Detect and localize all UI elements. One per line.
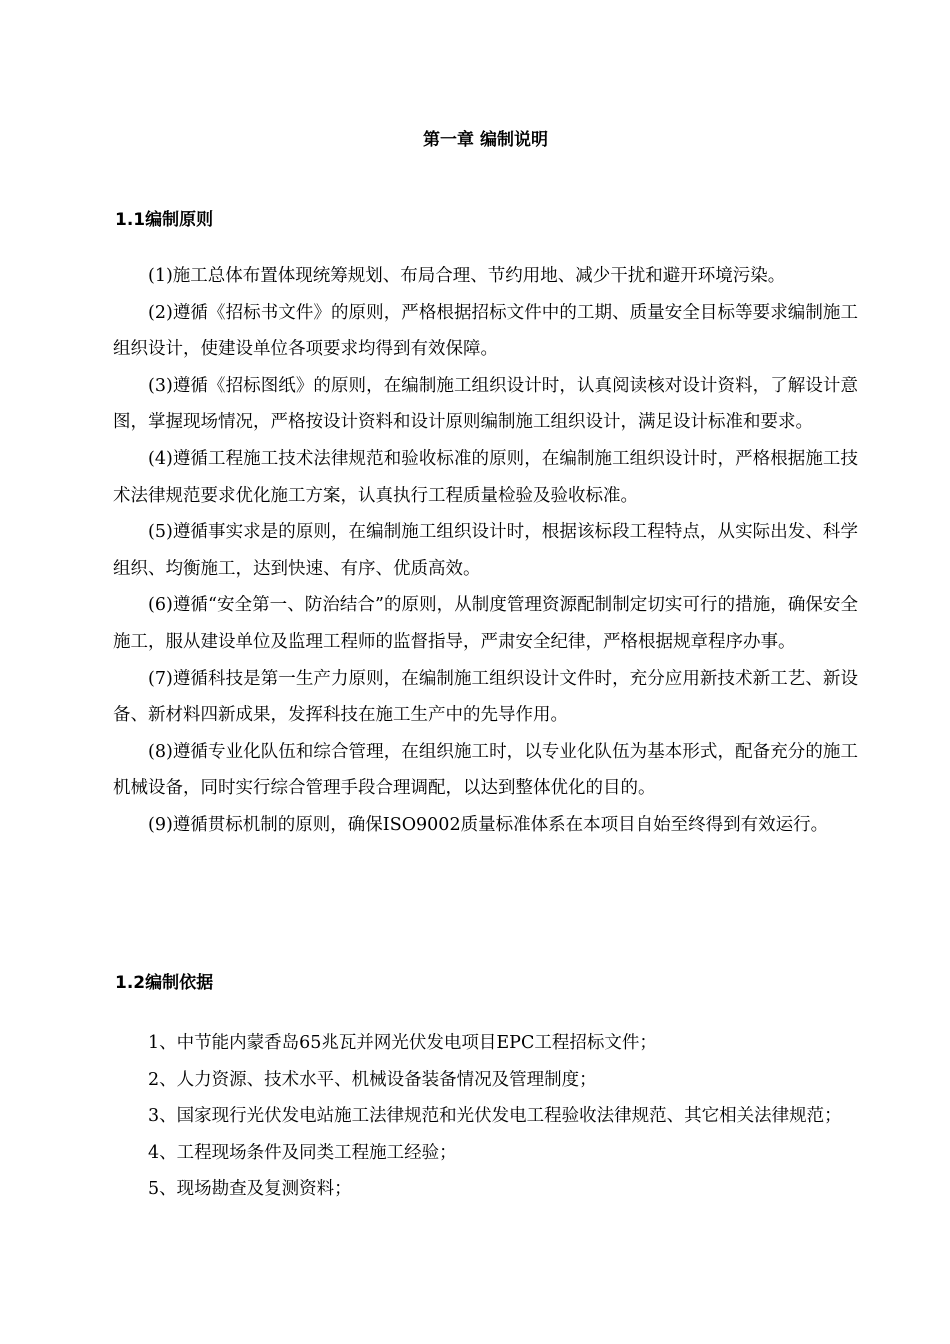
section-title-basis: 1.2编制依据	[115, 973, 214, 993]
basis-item: 5、现场勘查及复测资料；	[148, 1179, 352, 1200]
principle-paragraph: (7)遵循科技是第一生产力原则，在编制施工组织设计文件时，充分应用新技术新工艺、新设备、新材料四新成果，发挥科技在施工生产中的先导作用。	[113, 668, 858, 726]
basis-list	[113, 1025, 858, 1208]
principle-paragraph: (9)遵循贯标机制的原则，确保ISO9002质量标准体系在本项目自始至终得到有效运行。	[148, 814, 829, 835]
principle-paragraph: (8)遵循专业化队伍和综合管理，在组织施工时，以专业化队伍为基本形式，配备充分的施工机械设备，同时实行综合管理手段合理调配，以达到整体优化的目的。	[113, 741, 858, 799]
principle-paragraph: (3)遵循《招标图纸》的原则，在编制施工组织设计时，认真阅读核对设计资料，了解设计意图，掌握现场情况，严格按设计资料和设计原则编制施工组织设计，满足设计标准和要求。	[113, 375, 858, 433]
basis-item: 3、国家现行光伏发电站施工法律规范和光伏发电工程验收法律规范、其它相关法律规范；	[148, 1106, 842, 1127]
basis-item: 4、工程现场条件及同类工程施工经验；	[148, 1142, 457, 1163]
basis-item: 1、中节能内蒙香岛65兆瓦并网光伏发电项目EPC工程招标文件；	[148, 1033, 657, 1053]
basis-item: 2、人力资源、技术水平、机械设备装备情况及管理制度；	[148, 1069, 597, 1090]
section-title-principles: 1.1编制原则	[115, 210, 214, 230]
principle-paragraph: (4)遵循工程施工技术法律规范和验收标准的原则，在编制施工组织设计时，严格根据施工技术法律规范要求优化施工方案，认真执行工程质量检验及验收标准。	[113, 448, 858, 506]
principle-paragraph: (6)遵循“安全第一、防治结合”的原则，从制度管理资源配制制定切实可行的措施，确保安全施工，服从建设单位及监理工程师的监督指导，严肃安全纪律，严格根据规章程序办事。	[113, 595, 858, 652]
principle-paragraph: (1)施工总体布置体现统筹规划、布局合理、节约用地、减少干扰和避开环境污染。	[148, 266, 786, 286]
chapter-title: 第一章 编制说明	[423, 130, 548, 150]
principle-paragraph: (5)遵循事实求是的原则，在编制施工组织设计时，根据该标段工程特点，从实际出发、科学组织、均衡施工，达到快速、有序、优质高效。	[113, 522, 858, 579]
principles-list	[113, 258, 858, 844]
principle-paragraph: (2)遵循《招标书文件》的原则，严格根据招标文件中的工期、质量安全目标等要求编制施工组织设计，使建设单位各项要求均得到有效保障。	[113, 302, 858, 360]
